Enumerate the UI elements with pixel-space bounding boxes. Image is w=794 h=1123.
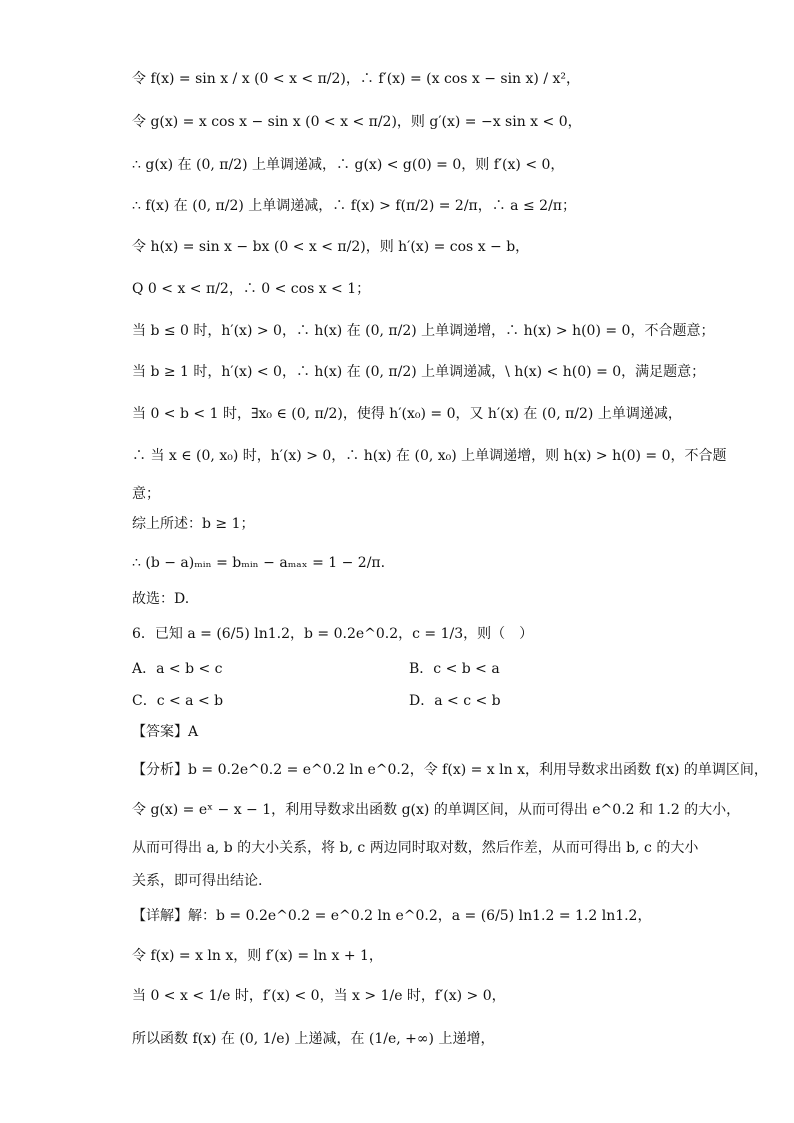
solution-line-6: Q 0 < x < π/2，∴ 0 < cos x < 1； [132, 281, 371, 297]
solution-line-12: 综上所述：b ≥ 1； [132, 516, 255, 532]
solution-line-8: 当 b ≥ 1 时，h′(x) < 0，∴ h(x) 在 (0, π/2) 上单调递减，\ h(x) < h(0) = 0，满足题意； [132, 364, 706, 380]
solution-line-14: 故选：D. [132, 591, 190, 607]
solution-line-9: 当 0 < b < 1 时，∃x₀ ∈ (0, π/2)，使得 h′(x₀) = 0，又 h′(x) 在 (0, π/2) 上单调递减， [132, 406, 682, 422]
option-d: D．a < c < b [409, 693, 501, 709]
solution-line-10: ∴ 当 x ∈ (0, x₀) 时，h′(x) > 0，∴ h(x) 在 (0, x₀) 上单调递增，则 h(x) > h(0) = 0，不合题 [132, 448, 727, 464]
option-b: B．c < b < a [409, 661, 500, 677]
analysis-line-2: 令 g(x) = eˣ − x − 1，利用导数求出函数 g(x) 的单调区间，从而可得出 e^0.2 和 1.2 的大小， [132, 802, 741, 818]
detail-line-3: 当 0 < x < 1/e 时，f′(x) < 0，当 x > 1/e 时，f′(x) > 0， [132, 988, 506, 1004]
solution-line-3: ∴ g(x) 在 (0, π/2) 上单调递减，∴ g(x) < g(0) = 0，则 f′(x) < 0， [132, 157, 565, 173]
solution-line-5: 令 h(x) = sin x − bx (0 < x < π/2)，则 h′(x) = cos x − b， [132, 239, 530, 255]
solution-line-2: 令 g(x) = x cos x − sin x (0 < x < π/2)，则 g′(x) = −x sin x < 0， [132, 114, 582, 130]
detail-line-2: 令 f(x) = x ln x，则 f′(x) = ln x + 1， [132, 948, 383, 964]
option-a: A．a < b < c [132, 661, 223, 677]
solution-line-11: 意； [132, 486, 160, 502]
analysis-line-1: 【分析】b = 0.2e^0.2 = e^0.2 ln e^0.2，令 f(x) = x ln x，利用导数求出函数 f(x) 的单调区间， [132, 762, 768, 778]
solution-line-4: ∴ f(x) 在 (0, π/2) 上单调递减，∴ f(x) > f(π/2) = 2/π，∴ a ≤ 2/π； [132, 198, 576, 214]
solution-line-1: 令 f(x) = sin x / x (0 < x < π/2)，∴ f′(x) = (x cos x − sin x) / x²， [132, 71, 580, 87]
solution-line-13: ∴ (b − a)ₘᵢₙ = bₘᵢₙ − aₘₐₓ = 1 − 2/π. [132, 555, 386, 571]
analysis-line-3: 从而可得出 a, b 的大小关系，将 b, c 两边同时取对数，然后作差，从而可得出 b, c 的大小 [132, 840, 699, 856]
question-6-stem: 6．已知 a = (6/5) ln1.2，b = 0.2e^0.2，c = 1/3，则（ ） [132, 626, 534, 642]
solution-line-7: 当 b ≤ 0 时，h′(x) > 0，∴ h(x) 在 (0, π/2) 上单调递增，∴ h(x) > h(0) = 0，不合题意； [132, 323, 715, 339]
answer-line: 【答案】A [132, 724, 199, 740]
detail-line-4: 所以函数 f(x) 在 (0, 1/e) 上递减，在 (1/e, +∞) 上递增， [132, 1031, 495, 1047]
detail-line-1: 【详解】解：b = 0.2e^0.2 = e^0.2 ln e^0.2，a = (6/5) ln1.2 = 1.2 ln1.2， [132, 908, 652, 924]
analysis-line-4: 关系，即可得出结论. [132, 873, 263, 889]
option-c: C．c < a < b [132, 693, 224, 709]
